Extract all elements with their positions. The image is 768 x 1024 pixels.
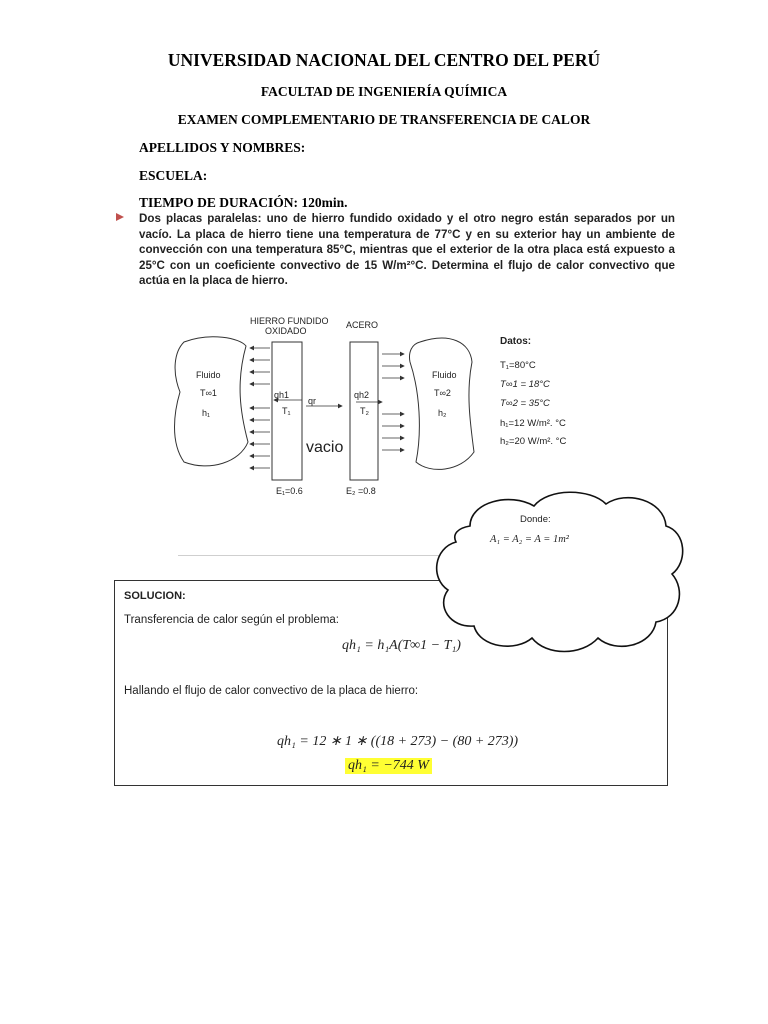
cloud-shape (437, 492, 683, 651)
steel-plate-title: ACERO (346, 320, 379, 330)
t-inf2-label: T∞2 (434, 388, 451, 398)
equation-2: qh₁ = 12 ∗ 1 ∗ ((18 + 273) − (80 + 273)) (277, 734, 519, 749)
problem-statement: Dos placas paralelas: uno de hierro fundido oxidado y el otro negro están separados por un vacío. La placa de hierro tiene una temperatura de 77°C y en su exterior hay un ambiente de convección con una temperatura 85°C, mientras que el exterior de la otra placa está expuesto a 25°C con un coeficiente convectivo de 15 W/m²°C. Determina el flujo de calor convectivo que actúa en la placa de hierro. (139, 212, 675, 288)
heat-transfer-diagram (170, 312, 500, 500)
equation-1: qh₁ = h₁A(T∞1 − T₁) (342, 638, 461, 653)
datos-item-0: T₁=80°C (500, 360, 536, 371)
datos-item-4: h₂=20 W/m². °C (500, 436, 567, 447)
right-fluid-label: Fluido (432, 370, 457, 380)
datos-title: Datos: (500, 336, 532, 347)
datos-panel (498, 330, 598, 450)
names-field-label: APELLIDOS Y NOMBRES: (139, 140, 306, 155)
vacuum-label: vacio (306, 439, 344, 456)
e2-label: E₂ =0.8 (346, 486, 376, 496)
iron-plate-title-2: OXIDADO (265, 326, 307, 336)
university-title: UNIVERSIDAD NACIONAL DEL CENTRO DEL PERÚ (167, 50, 601, 70)
h1-label: h₁ (202, 408, 211, 418)
separator-line (178, 555, 440, 556)
solution-title: SOLUCION: (124, 590, 186, 602)
result-highlight: qh₁ = −744 W (345, 758, 432, 774)
duration-field-label: TIEMPO DE DURACIÓN: 120min. (139, 195, 348, 210)
solution-line-1: Transferencia de calor según el problema: (124, 614, 339, 626)
e1-label: E₁=0.6 (276, 486, 303, 496)
solution-line-2: Hallando el flujo de calor convectivo de la placa de hierro: (124, 685, 419, 697)
cloud-formula: A₁ = A₂ = A = 1m² (490, 534, 569, 545)
datos-item-3: h₁=12 W/m². °C (500, 418, 566, 429)
h2-label: h₂ (438, 408, 447, 418)
t2-label: T₂ (360, 406, 369, 416)
school-field-label: ESCUELA: (139, 168, 208, 183)
exam-title: EXAMEN COMPLEMENTARIO DE TRANSFERENCIA DE CALOR (177, 112, 591, 127)
t-inf1-label: T∞1 (200, 388, 217, 398)
datos-item-1: T∞1 = 18°C (500, 379, 550, 390)
iron-plate-title-1: HIERRO FUNDIDO (250, 316, 329, 326)
qh2-label: qh2 (354, 390, 370, 400)
t1-label: T₁ (282, 406, 291, 416)
left-fluid-label: Fluido (196, 370, 221, 380)
datos-item-2: T∞2 = 35°C (500, 398, 550, 409)
qr-label: qr (308, 396, 317, 406)
faculty-title: FACULTAD DE INGENIERÍA QUÍMICA (260, 84, 508, 99)
cloud-callout (430, 486, 688, 658)
right-fluid-blob (409, 338, 474, 469)
qh1-label: qh1 (274, 390, 290, 400)
arrow-bullet-icon (116, 213, 124, 221)
cloud-label: Donde: (520, 514, 551, 525)
left-fluid-blob (175, 337, 249, 466)
